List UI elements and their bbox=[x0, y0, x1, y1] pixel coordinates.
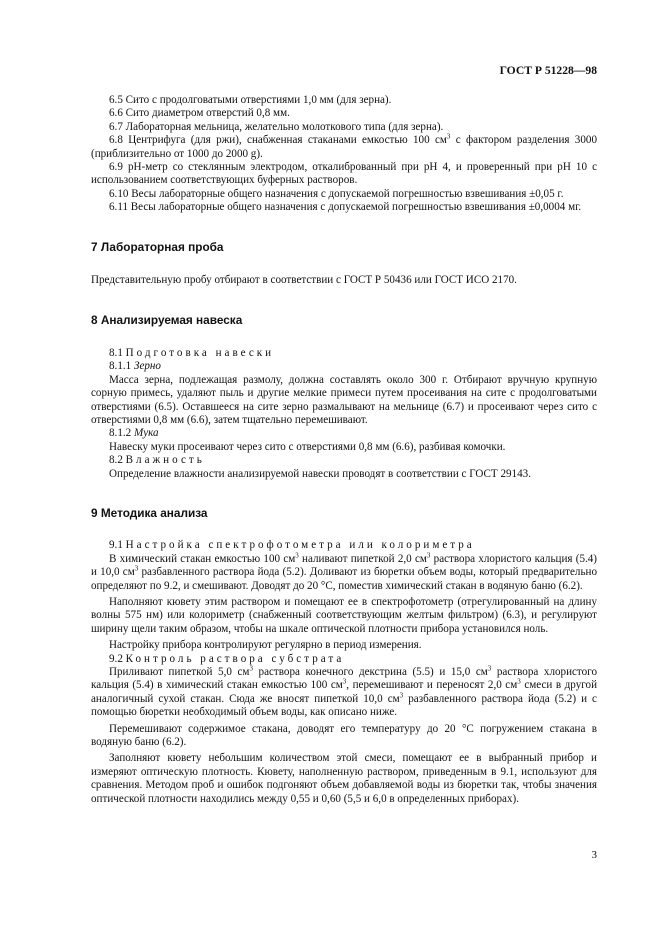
text: раствора хлористого кальция (5.4) и 10,0 см bbox=[91, 552, 597, 579]
grain-paragraph: Масса зерна, подлежащая размолу, должна составлять около 300 г. Отбирают вручную крупную сорную примесь, удаляют пыль и другие мелкие примеси путем просеивания на сите с продолговатыми отверстиями (6.5). Оставшееся на сите зерно размалывают на мельнице (6.7) и просеивают через сито с отверстиями 0,8 мм (6.6), затем тщательно перемешивают. bbox=[91, 373, 597, 426]
page-content bbox=[91, 94, 597, 806]
item-8-1-1-number: 8.1.1 bbox=[109, 360, 132, 373]
text: Приливают пипеткой 5,0 см bbox=[109, 666, 250, 678]
mixing-paragraph: Перемешивают содержимое стакана, доводят его температуру до 20 °С погружением стакана в водяную баню (6.2). bbox=[91, 722, 597, 749]
item-9-1-title: Настройка спектрофотометра или колориметра bbox=[125, 539, 475, 552]
section-7-text: Представительную пробу отбирают в соответствии с ГОСТ Р 50436 или ГОСТ ИСО 2170. bbox=[91, 274, 517, 287]
cuvette-paragraph: Наполняют кювету этим раствором и помещают ее в спектрофотометр (отрегулированный на длину волны 575 нм) или колориметр (снабженный соответствующим желтым фильтром) (6.3), и регулируют ширину щели таким образом, чтобы на шкале оптической плотности прибора установился ноль. bbox=[91, 595, 597, 635]
superscript: 3 bbox=[487, 664, 492, 673]
control-paragraph: Настройку прибора контролируют регулярно в период измерения. bbox=[109, 639, 422, 652]
text: раствора хлористого кальция (5.4) в химический стакан емкостью 100 см bbox=[91, 666, 597, 692]
moisture-paragraph: Определение влажности анализируемой навески проводят в соответствии с ГОСТ 29143. bbox=[109, 467, 531, 480]
superscript: 3 bbox=[426, 551, 431, 560]
text: смеси в другой аналогичный сухой стакан. Сюда же вносят пипеткой 10,0 см bbox=[91, 679, 598, 705]
superscript: 3 bbox=[249, 664, 253, 673]
item-9-2 bbox=[91, 653, 597, 666]
item-9-2-title: Контроль раствора субстрата bbox=[125, 652, 345, 665]
text: В химический стакан емкостью 100 см bbox=[109, 552, 296, 565]
item-9-1 bbox=[91, 539, 597, 552]
section-8-heading: 8 Анализируемая навеска bbox=[91, 313, 243, 328]
item-9-2-number: 9.2 bbox=[109, 652, 123, 665]
flour-paragraph: Навеску муки просеивают через сито с отверстиями 0,8 мм (6.6), разбивая комочки. bbox=[109, 440, 506, 453]
item-6-8 bbox=[91, 134, 597, 161]
section-9-heading: 9 Методика анализа bbox=[91, 505, 208, 520]
text: разбавленного раствора йода (5.2) и с помощью бюретки необходимый объем воды, как описано ниже. bbox=[91, 692, 597, 719]
item-6-6: 6.6 Сито диаметром отверстий 0,8 мм. bbox=[109, 107, 290, 120]
setup-paragraph bbox=[91, 553, 597, 593]
item-6-8-text-end: с фактором разделения 3000 (приблизительно от 1000 до 2000 g). bbox=[91, 134, 597, 160]
superscript: 3 bbox=[446, 132, 451, 141]
superscript: 3 bbox=[399, 691, 404, 700]
text: наливают пипеткой 2,0 см bbox=[298, 552, 427, 565]
section-7-heading: 7 Лабораторная проба bbox=[91, 239, 224, 254]
item-8-2-title: Влажность bbox=[125, 454, 205, 467]
item-6-10: 6.10 Весы лабораторные общего назначения с допускаемой погрешностью взвешивания ±0,05 г. bbox=[109, 187, 564, 200]
item-8-1-2-title: Мука bbox=[133, 427, 159, 440]
text: раствора конечного декстрина (5.5) и 15,0 см bbox=[252, 666, 488, 678]
text: разбавленного раствора йода (5.2). Доливают из бюретки объем воды, который предварительно определяют по 9.2, и смешивают. Доводят до 20 °С, поместив химический стакан в водяную баню (6.2). bbox=[91, 566, 597, 592]
superscript: 3 bbox=[134, 564, 139, 573]
item-8-2 bbox=[91, 454, 597, 467]
item-8-1-1 bbox=[91, 360, 597, 373]
item-8-2-number: 8.2 bbox=[109, 454, 123, 467]
item-8-1-2-number: 8.1.2 bbox=[109, 427, 132, 440]
item-8-1-1-title: Зерно bbox=[133, 360, 161, 373]
item-8-1 bbox=[91, 347, 597, 360]
item-8-1-number: 8.1 bbox=[109, 346, 123, 359]
item-6-7: 6.7 Лабораторная мельница, желательно молоткового типа (для зерна). bbox=[109, 120, 444, 133]
superscript: 3 bbox=[295, 551, 299, 560]
page-number: 3 bbox=[591, 849, 597, 861]
item-8-1-title: Подготовка навески bbox=[125, 346, 275, 359]
substrate-paragraph bbox=[91, 666, 597, 720]
item-6-11: 6.11 Весы лабораторные общего назначения с допускаемой погрешностью взвешивания ±0,0004 мг. bbox=[109, 201, 582, 214]
item-6-8-text: 6.8 Центрифуга (для ржи), снабженная стаканами емкостью 100 см bbox=[109, 134, 447, 147]
measurement-paragraph: Заполняют кювету небольшим количеством этой смеси, помещают ее в выбранный прибор и измеряют оптическую плотность. Кювету, наполненную раствором, приведенным в 9.1, используют для сравнения. Методом проб и ошибок подгоняют объем добавляемой воды из бюретки так, чтобы значения оптической плотности находились между 0,55 и 0,60 (5,5 и 6,0 в определенных приборах). bbox=[91, 752, 597, 805]
standard-number: ГОСТ Р 51228—98 bbox=[499, 64, 597, 77]
item-6-5: 6.5 Сито с продолговатыми отверстиями 1,0 мм (для зерна). bbox=[109, 94, 392, 106]
text: , перемешивают и переносят 2,0 см bbox=[346, 679, 518, 692]
superscript: 3 bbox=[342, 677, 347, 686]
superscript: 3 bbox=[517, 677, 521, 686]
item-6-9: 6.9 pH-метр со стеклянным электродом, откалиброванный при pH 4, и проверенный при pH 10 с использованием соответствующих буферных растворов. bbox=[91, 161, 597, 187]
item-8-1-2 bbox=[91, 427, 597, 440]
item-9-1-number: 9.1 bbox=[109, 539, 123, 552]
